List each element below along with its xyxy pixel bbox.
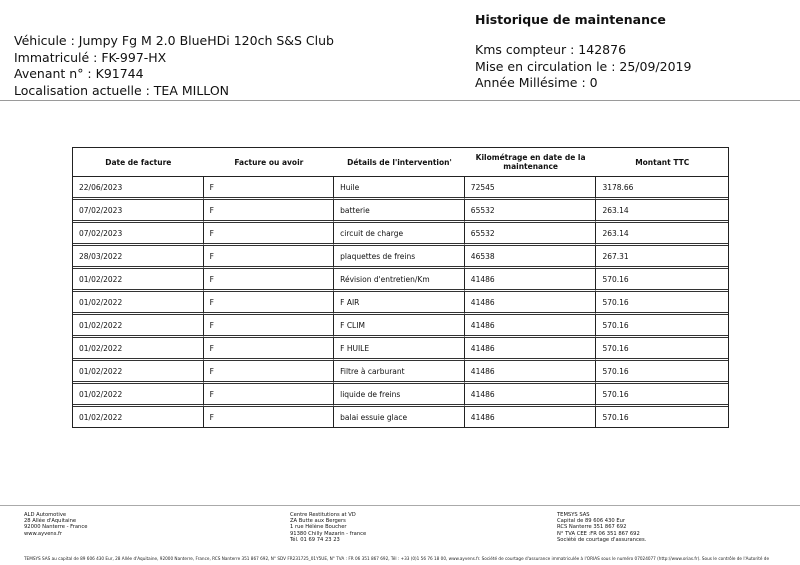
header-divider <box>0 100 800 101</box>
footer-divider <box>0 505 800 506</box>
cell-intervention-details: batterie <box>334 200 465 223</box>
cell-invoice-type: F <box>204 177 335 200</box>
table-header-row <box>73 148 728 177</box>
cell-invoice-type: F <box>204 223 335 246</box>
cell-amount: 570.16 <box>596 292 728 315</box>
col-header-intervention-details: Détails de l'intervention' <box>334 148 465 177</box>
cell-invoice-date: 01/02/2022 <box>73 315 204 338</box>
table-row <box>73 292 728 315</box>
table-row <box>73 338 728 361</box>
cell-amount: 570.16 <box>596 338 728 361</box>
footer-line: Tél. 01 69 74 23 23 <box>290 536 340 543</box>
cell-invoice-type: F <box>204 200 335 223</box>
vehicle-info <box>14 33 334 99</box>
cell-amount: 570.16 <box>602 412 629 422</box>
cell-mileage: 72545 <box>465 177 597 200</box>
cell-amount: 570.16 <box>596 315 728 338</box>
col-header-invoice-date: Date de facture <box>73 148 204 177</box>
footer-line: Capital de 89 606 430 Eur <box>557 518 626 525</box>
footer-line: RCS Nanterre 351 867 692 <box>557 524 627 531</box>
footer-line: 1 rue Hélène Boucher <box>290 524 347 531</box>
cell-invoice-date: 01/02/2022 <box>73 384 204 407</box>
mileage-counter: Kms compteur : 142876 <box>475 42 627 57</box>
table-row <box>73 223 728 246</box>
cell-invoice-date: 01/02/2022 <box>73 407 204 427</box>
cell-invoice-date: 07/02/2023 <box>73 200 204 223</box>
footer-line: ZA Butte aux Bergers <box>290 518 346 525</box>
footer-return-center <box>290 512 366 543</box>
cell-invoice-type: F <box>204 246 335 269</box>
cell-invoice-date: 07/02/2023 <box>73 223 204 246</box>
cell-intervention-details: Filtre à carburant <box>334 361 465 384</box>
cell-mileage: 65532 <box>465 200 597 223</box>
cell-intervention-details: plaquettes de freins <box>334 246 465 269</box>
table-row <box>73 315 728 338</box>
footer-line: TEMSYS SAS <box>557 512 590 518</box>
table-row <box>73 246 728 269</box>
cell-amount: 267.31 <box>596 246 728 269</box>
cell-mileage: 65532 <box>465 223 597 246</box>
cell-amount: 570.16 <box>596 361 728 384</box>
cell-invoice-type: F <box>204 361 335 384</box>
cell-invoice-type: F <box>204 292 335 315</box>
table-row <box>73 407 728 427</box>
cell-invoice-type: F <box>204 407 335 427</box>
cell-invoice-date: 28/03/2022 <box>73 246 204 269</box>
cell-intervention-details: balai essuie glace <box>334 407 465 427</box>
first-registration-date: Mise en circulation le : 25/09/2019 <box>475 58 692 74</box>
cell-amount: 263.14 <box>596 223 728 246</box>
footer-line: 28 Allée d'Aquitaine <box>24 518 77 525</box>
col-header-invoice-type: Facture ou avoir <box>204 148 335 177</box>
cell-mileage: 41486 <box>465 384 597 407</box>
footer-insurer <box>557 512 646 543</box>
vehicle-location: Localisation actuelle : TEA MILLON <box>14 82 230 98</box>
cell-mileage: 41486 <box>465 361 597 384</box>
footer-line: 92000 Nanterre - France <box>24 524 88 531</box>
maintenance-table <box>72 147 729 428</box>
cell-invoice-type: F <box>204 338 335 361</box>
footer-line: ALD Automotive <box>24 512 67 518</box>
footer-line: N° TVA CEE :FR 06 351 867 692 <box>557 530 640 537</box>
page-title: Historique de maintenance <box>475 12 666 27</box>
cell-mileage: 41486 <box>465 292 597 315</box>
cell-invoice-type: F <box>204 269 335 292</box>
cell-invoice-type: F <box>204 384 335 407</box>
footer-line: Centre Restitutions at VD <box>290 512 356 518</box>
cell-intervention-details: F HUILE <box>334 338 465 361</box>
cell-mileage: 41486 <box>465 338 597 361</box>
col-header-amount: Montant TTC <box>596 148 728 177</box>
vehicle-amendment: Avenant n° : K91744 <box>14 66 144 81</box>
cell-invoice-date: 01/02/2022 <box>73 269 204 292</box>
cell-intervention-details: F CLIM <box>334 315 465 338</box>
cell-invoice-date: 01/02/2022 <box>73 361 204 384</box>
cell-invoice-date: 01/02/2022 <box>73 338 204 361</box>
cell-intervention-details: F AIR <box>334 292 465 315</box>
col-header-mileage: Kilométrage en date de la maintenance <box>465 148 597 177</box>
cell-intervention-details: liquide de freins <box>334 384 465 407</box>
table-row <box>73 384 728 407</box>
cell-mileage: 41486 <box>465 407 597 427</box>
table-row <box>73 177 728 200</box>
vehicle-model: Véhicule : Jumpy Fg M 2.0 BlueHDi 120ch S&S Club <box>14 33 334 48</box>
footer-line: Société de courtage d'assurances. <box>557 536 647 543</box>
cell-amount: 3178.66 <box>596 177 728 200</box>
cell-amount: 570.16 <box>596 384 728 407</box>
cell-intervention-details: circuit de charge <box>334 223 465 246</box>
cell-invoice-type: F <box>204 315 335 338</box>
cell-invoice-date: 22/06/2023 <box>73 177 204 200</box>
cell-amount: 263.14 <box>596 200 728 223</box>
cell-intervention-details: Huile <box>334 177 465 200</box>
footer-line: www.ayvens.fr <box>24 530 63 537</box>
table-row <box>73 200 728 223</box>
table-row <box>73 269 728 292</box>
legal-notice: TEMSYS SAS au capital de 89 606 430 Eur, 28 Allée d'Aquitaine, 92000 Nanterre, France, RCS Nanterre 351 867 692, N° SDV FR231725_01Y5UE, N° TVA : FR 06 351 867 692, Tél : +33 (0)1 56 76 18 00, www.ayvens.fr. Société de courtage d'assurance immatriculée à l'ORIAS sous le numéro 07024077 (http://www.orias.fr). Sous le contrôle de l'Autorité de <box>24 556 770 561</box>
cell-mileage: 41486 <box>465 315 597 338</box>
vehicle-registration: Immatriculé : FK-997-HX <box>14 49 167 65</box>
footer-company <box>24 512 87 537</box>
model-year: Année Millésime : 0 <box>475 75 598 90</box>
cell-invoice-date: 01/02/2022 <box>73 292 204 315</box>
cell-amount: 570.16 <box>596 269 728 292</box>
cell-mileage: 46538 <box>465 246 597 269</box>
cell-intervention-details: Révision d'entretien/Km <box>334 269 465 292</box>
footer-line: 91380 Chilly Mazarin - france <box>290 530 367 537</box>
cell-mileage: 41486 <box>465 269 597 292</box>
table-row <box>73 361 728 384</box>
mileage-info <box>475 42 691 92</box>
